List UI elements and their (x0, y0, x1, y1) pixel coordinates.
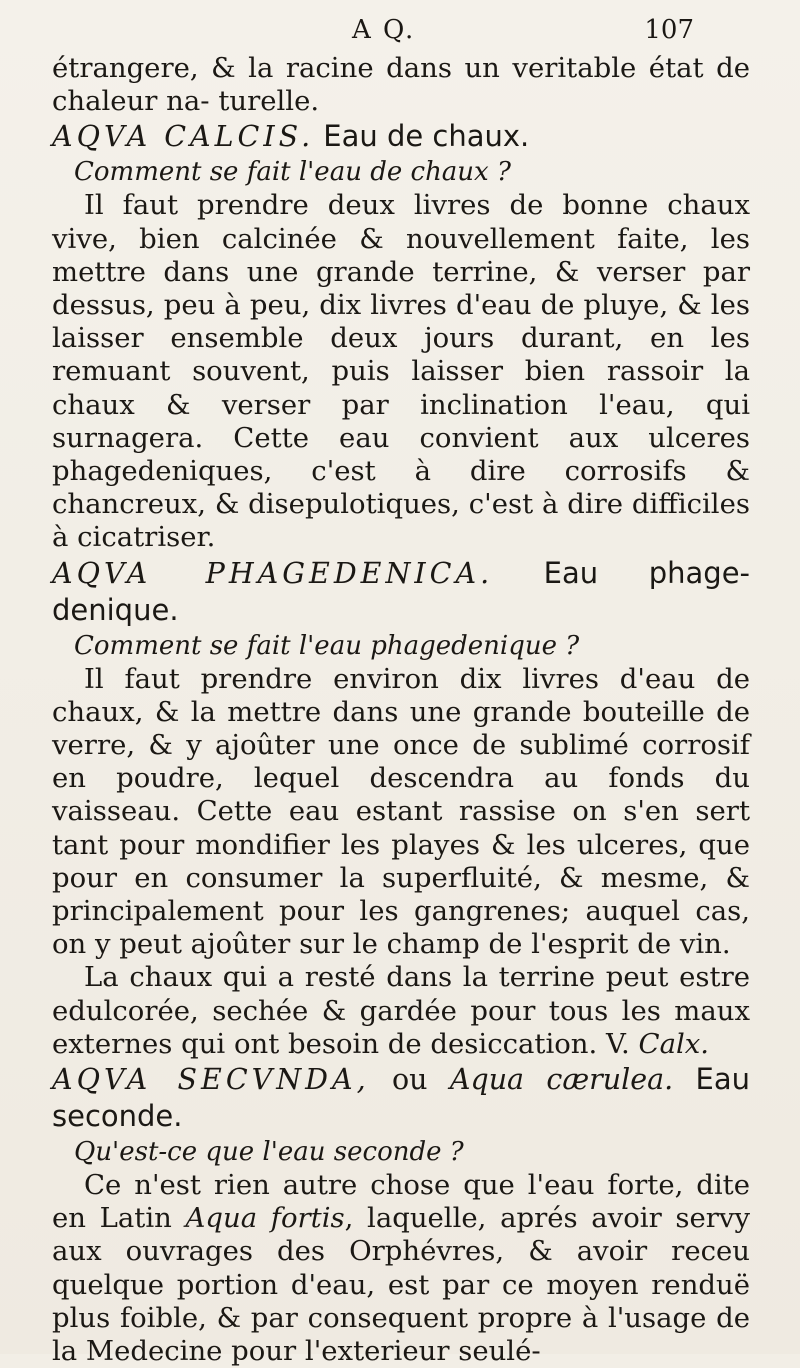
entry-french: Eau seconde. (52, 1062, 750, 1134)
paragraph: Il faut prendre environ dix livres d'eau de chaux, & la mettre dans une grande bouteille de verre, & y ajoûter une once de sublimé corrosif en poudre, lequel descendra au fonds du vaisseau. Cette eau estant rassise on s'en sert tant pour mondifier les playes & les ulceres, que pour en consumer la superfluité, & mesme, & principalement pour les gangrenes; auquel cas, on y peut ajoûter sur le champ de l'esprit de vin. (52, 662, 750, 961)
entry-heading (52, 1061, 750, 1135)
cross-reference: Calx. (638, 1027, 710, 1060)
entry-heading (52, 118, 750, 155)
paragraph: Il faut prendre deux livres de bonne chaux vive, bien calcinée & nouvellement faite, les mettre dans une grande terrine, & verser par dessus, peu à peu, dix livres d'eau de pluye, & les laisser ensemble deux jours durant, en les remuant souvent, puis laisser bien rassoir la chaux & verser par inclination l'eau, qui surnagera. Cette eau convient aux ulceres phagedeniques, c'est à dire corrosifs & chancreux, & disepulotiques, c'est à dire difficiles à cicatriser. (52, 189, 750, 554)
running-header (52, 0, 750, 52)
entry-latin-alt: Aqua cærulea. (449, 1063, 674, 1097)
head-word: A Q. (352, 15, 416, 45)
entry-latin: AQVA SECVNDA, (52, 1063, 370, 1097)
paragraph-text: , laquelle, aprés avoir servy aux ouvrages des Orphévres, & avoir receu quelque portion d'eau, est par ce moyen renduë plus foible, & par consequent propre à l'usage de la Medecine pour l'exterieur seulé- (52, 1202, 750, 1368)
paragraph-continued (52, 52, 750, 118)
latin-term: Aqua fortis (185, 1202, 345, 1235)
entry-conjunction: ou (392, 1063, 428, 1097)
entry-french: Eau phage-denique. (52, 555, 751, 627)
question: Qu'est-ce que l'eau seconde ? (74, 1137, 464, 1168)
line-text: turelle. (218, 85, 320, 118)
paragraph (52, 961, 750, 1061)
entry-latin: AQVA CALCIS. (52, 120, 315, 154)
entry-heading (52, 555, 750, 629)
entry-latin: AQVA PHAGEDENICA. (52, 556, 494, 590)
page-number: 107 (644, 15, 694, 45)
paragraph (52, 1169, 750, 1368)
paragraph-text: Ce n'est rien autre chose que l'eau forte, dite en Latin (52, 1169, 750, 1235)
line-text: étrangere, & la racine dans un veritable état de chaleur na- (52, 52, 750, 118)
paragraph-text: La chaux qui a resté dans la terrine peut estre edulcorée, sechée & gardée pour tous les maux externes qui ont besoin de desiccation. V. (52, 961, 750, 1060)
page-text (52, 52, 750, 1368)
question: Comment se fait l'eau de chaux ? (74, 157, 511, 188)
question: Comment se fait l'eau phagedenique ? (74, 630, 580, 661)
entry-french: Eau de chaux. (323, 119, 530, 154)
